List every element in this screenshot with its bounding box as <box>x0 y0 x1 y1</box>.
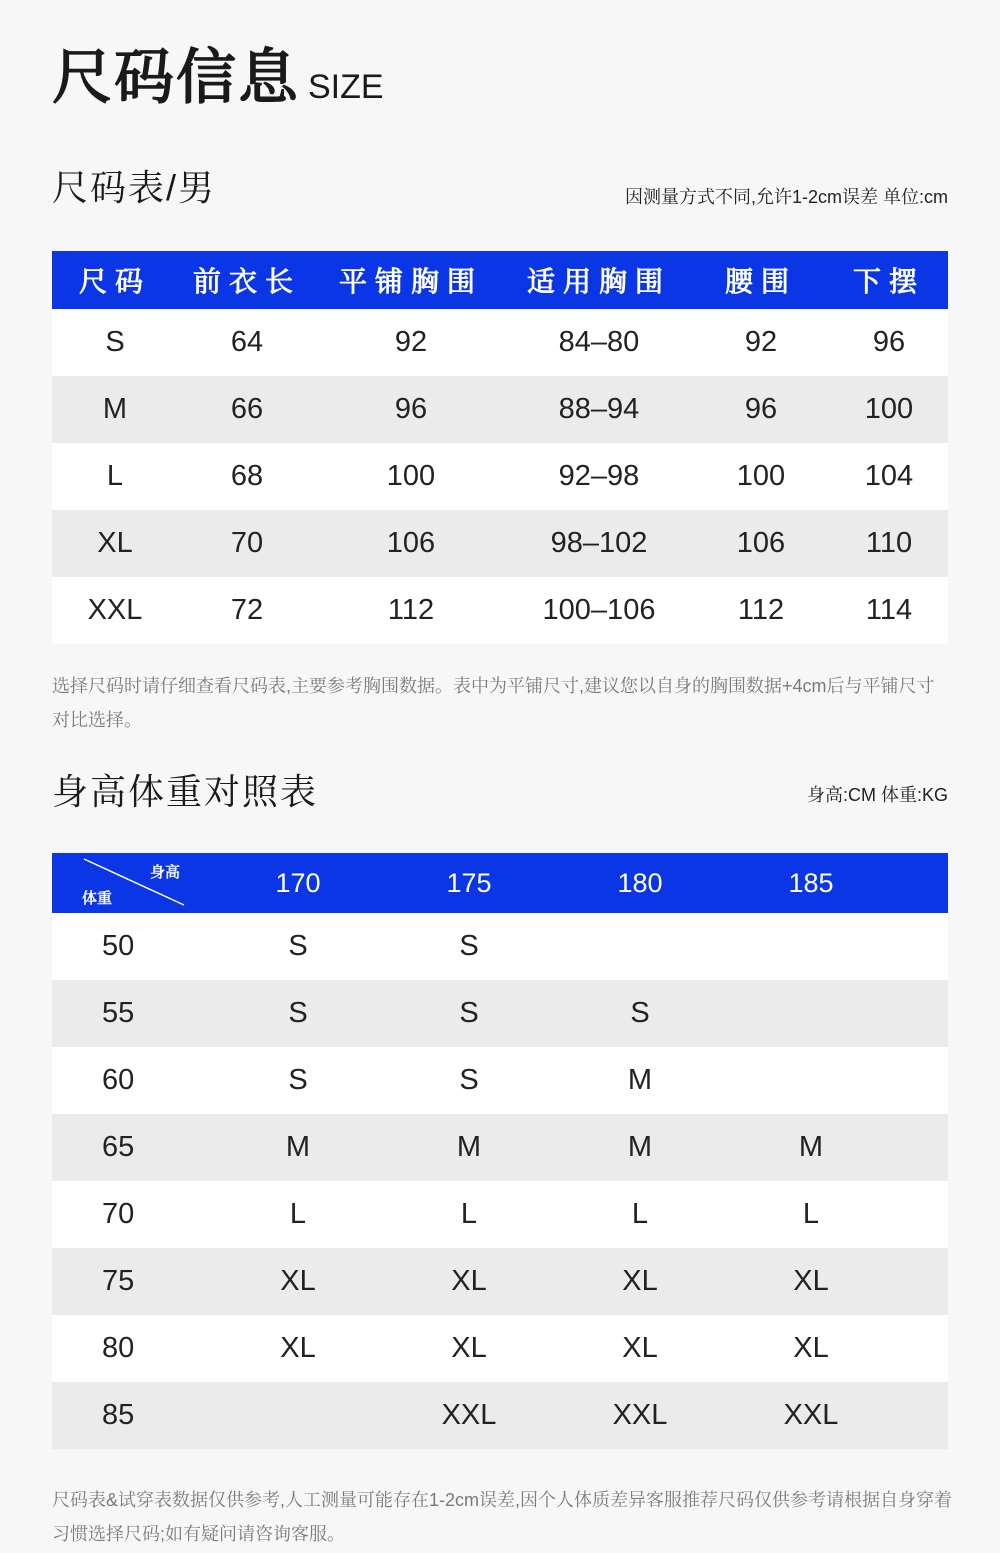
size-table-header <box>52 251 948 309</box>
size-cell: S <box>212 1047 384 1114</box>
size-cell: S <box>384 913 554 980</box>
table-cell: 92–98 <box>506 443 692 510</box>
table-row <box>52 1181 948 1248</box>
size-cell: S <box>554 980 726 1047</box>
row-spacer <box>896 1248 948 1315</box>
table-cell: 88–94 <box>506 376 692 443</box>
table-row <box>52 510 948 577</box>
table-row <box>52 443 948 510</box>
size-section-note: 因测量方式不同,允许1-2cm误差 单位:cm <box>624 187 948 207</box>
hw-section-title: 身高体重对照表 <box>52 771 319 812</box>
table-cell: XXL <box>52 577 178 644</box>
table-cell: 92 <box>692 309 830 376</box>
size-cell <box>212 1382 384 1449</box>
hw-table-header <box>52 853 948 913</box>
size-cell: S <box>212 913 384 980</box>
size-cell: M <box>384 1114 554 1181</box>
weight-cell: 70 <box>52 1181 212 1248</box>
size-column-header: 腰围 <box>692 251 830 309</box>
size-cell: M <box>212 1114 384 1181</box>
size-cell: S <box>384 980 554 1047</box>
table-row <box>52 309 948 376</box>
size-column-header: 平铺胸围 <box>316 251 506 309</box>
row-spacer <box>896 913 948 980</box>
table-cell: XL <box>52 510 178 577</box>
row-spacer <box>896 1047 948 1114</box>
height-weight-table <box>52 853 948 1449</box>
table-row <box>52 376 948 443</box>
size-cell: M <box>726 1114 896 1181</box>
page-title-cn: 尺码信息 <box>52 44 300 111</box>
corner-weight-label: 体重 <box>82 890 113 907</box>
size-cell: M <box>554 1047 726 1114</box>
hw-footnote: 尺码表&试穿表数据仅供参考,人工测量可能存在1-2cm误差,因个人体质差异客服推荐尺码仅供参考请根据自身穿着习惯选择尺码;如有疑问请咨询客服。 <box>52 1490 953 1544</box>
table-cell: M <box>52 376 178 443</box>
table-cell: S <box>52 309 178 376</box>
table-cell: 114 <box>830 577 948 644</box>
size-cell: XXL <box>726 1382 896 1449</box>
table-cell: L <box>52 443 178 510</box>
size-column-header: 前衣长 <box>178 251 316 309</box>
row-spacer <box>896 1315 948 1382</box>
size-cell: L <box>554 1181 726 1248</box>
table-row <box>52 1315 948 1382</box>
height-header: 185 <box>726 853 896 913</box>
table-row <box>52 1382 948 1449</box>
table-cell: 98–102 <box>506 510 692 577</box>
size-section-title: 尺码表/男 <box>52 167 217 208</box>
size-cell: XL <box>554 1248 726 1315</box>
weight-cell: 85 <box>52 1382 212 1449</box>
table-row <box>52 577 948 644</box>
size-cell: L <box>212 1181 384 1248</box>
size-cell: XXL <box>384 1382 554 1449</box>
table-cell: 68 <box>178 443 316 510</box>
size-cell: XL <box>726 1315 896 1382</box>
table-cell: 100 <box>692 443 830 510</box>
table-row <box>52 913 948 980</box>
table-cell: 100–106 <box>506 577 692 644</box>
size-cell: XL <box>554 1315 726 1382</box>
size-cell: XL <box>212 1315 384 1382</box>
size-cell: XL <box>726 1248 896 1315</box>
weight-cell: 55 <box>52 980 212 1047</box>
weight-cell: 60 <box>52 1047 212 1114</box>
table-cell: 64 <box>178 309 316 376</box>
height-header: 170 <box>212 853 384 913</box>
size-cell: XL <box>384 1248 554 1315</box>
page-title-en: SIZE <box>308 68 384 106</box>
header-spacer <box>896 853 948 913</box>
table-cell: 96 <box>692 376 830 443</box>
table-cell: 66 <box>178 376 316 443</box>
table-cell: 100 <box>830 376 948 443</box>
hw-section-note: 身高:CM 体重:KG <box>806 785 948 805</box>
size-cell <box>726 913 896 980</box>
size-cell: XL <box>384 1315 554 1382</box>
table-row <box>52 1248 948 1315</box>
table-row <box>52 1114 948 1181</box>
size-cell: L <box>384 1181 554 1248</box>
table-cell: 104 <box>830 443 948 510</box>
table-cell: 112 <box>316 577 506 644</box>
row-spacer <box>896 1114 948 1181</box>
page-title <box>52 30 384 116</box>
corner-height-label: 身高 <box>150 864 181 881</box>
size-cell <box>726 980 896 1047</box>
table-row <box>52 980 948 1047</box>
table-cell: 84–80 <box>506 309 692 376</box>
table-cell: 92 <box>316 309 506 376</box>
size-cell: XL <box>212 1248 384 1315</box>
size-cell: S <box>384 1047 554 1114</box>
table-cell: 96 <box>830 309 948 376</box>
size-footnote: 选择尺码时请仔细查看尺码表,主要参考胸围数据。表中为平铺尺寸,建议您以自身的胸围数据+4cm后与平铺尺寸对比选择。 <box>52 676 935 730</box>
size-cell <box>554 913 726 980</box>
size-cell: M <box>554 1114 726 1181</box>
table-cell: 70 <box>178 510 316 577</box>
table-row <box>52 1047 948 1114</box>
height-header: 180 <box>554 853 726 913</box>
weight-cell: 65 <box>52 1114 212 1181</box>
size-column-header: 下摆 <box>830 251 948 309</box>
table-cell: 106 <box>692 510 830 577</box>
size-cell: S <box>212 980 384 1047</box>
table-cell: 106 <box>316 510 506 577</box>
row-spacer <box>896 1181 948 1248</box>
size-table <box>52 251 948 644</box>
table-cell: 100 <box>316 443 506 510</box>
table-cell: 112 <box>692 577 830 644</box>
size-column-header: 适用胸围 <box>506 251 692 309</box>
hw-corner-cell <box>52 853 212 913</box>
size-cell <box>726 1047 896 1114</box>
size-cell: L <box>726 1181 896 1248</box>
table-cell: 110 <box>830 510 948 577</box>
size-column-header: 尺码 <box>52 251 178 309</box>
weight-cell: 50 <box>52 913 212 980</box>
table-cell: 96 <box>316 376 506 443</box>
weight-cell: 75 <box>52 1248 212 1315</box>
row-spacer <box>896 1382 948 1449</box>
table-cell: 72 <box>178 577 316 644</box>
size-cell: XXL <box>554 1382 726 1449</box>
row-spacer <box>896 980 948 1047</box>
weight-cell: 80 <box>52 1315 212 1382</box>
height-header: 175 <box>384 853 554 913</box>
